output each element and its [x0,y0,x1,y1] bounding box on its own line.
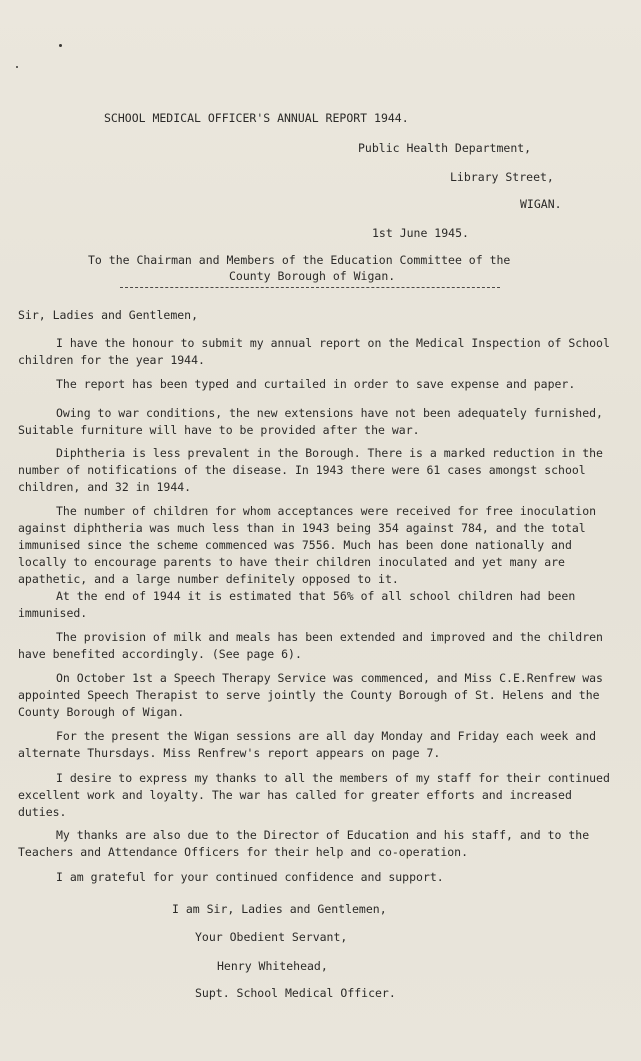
report-date: 1st June 1945. [372,226,469,240]
street: Library Street, [450,170,554,184]
paragraph: For the present the Wigan sessions are all day Monday and Friday each week and alternate Thursdays. Miss Renfrew's report appears on page 7. [18,729,597,760]
town: WIGAN. [520,197,562,211]
paragraph: The provision of milk and meals has been extended and improved and the children have benefited accordingly. (See page 6). [18,630,603,661]
paragraph: I am grateful for your continued confidence and support. [56,870,444,884]
paragraph: Diphtheria is less prevalent in the Borough. There is a marked reduction in the number of notifications of the disease. In 1943 there were 61 cases amongst school children, and 32 in 1944. [18,446,603,494]
divider-rule [120,287,500,288]
salutation: Sir, Ladies and Gentlemen, [18,308,199,322]
addressee-line-2: County Borough of Wigan. [229,269,396,283]
closing-line: I am Sir, Ladies and Gentlemen, [172,902,387,916]
signatory-name: Henry Whitehead, [217,959,328,973]
addressee-line-1: To the Chairman and Members of the Education Committee of the [88,253,511,267]
signatory-title: Supt. School Medical Officer. [195,986,396,1000]
ink-speck [16,66,18,68]
paragraph: The report has been typed and curtailed in order to save expense and paper. [56,377,576,391]
department: Public Health Department, [358,141,532,155]
paragraph: On October 1st a Speech Therapy Service was commenced, and Miss C.E.Renfrew was appointed Speech Therapist to serve jointly the County Borough of St. Helens and the County Borough of Wigan. [18,671,603,719]
paragraph: My thanks are also due to the Director of Education and his staff, and to the Teachers and Attendance Officers for their help and co-operation. [18,828,590,859]
paragraph: I have the honour to submit my annual report on the Medical Inspection of School children for the year 1944. [18,336,610,367]
ink-speck [59,44,62,47]
paragraph: At the end of 1944 it is estimated that 56% of all school children had been immunised. [18,589,576,620]
paragraph: Owing to war conditions, the new extensions have not been adequately furnished, Suitable furniture will have to be provided after the war. [18,406,603,437]
report-title: SCHOOL MEDICAL OFFICER'S ANNUAL REPORT 1944. [104,111,409,125]
paragraph: I desire to express my thanks to all the members of my staff for their continued excellent work and loyalty. The war has called for greater efforts and increased duties. [18,771,610,819]
paragraph: The number of children for whom acceptances were received for free inoculation against diphtheria was much less than in 1943 being 354 against 784, and the total immunised since the scheme commenced was 7556. Much has been done nationally and locally to encourage parents to have their children inoculated and yet many are apathetic, and a large number definitely opposed to it. [18,504,597,586]
closing-servant: Your Obedient Servant, [195,930,348,944]
